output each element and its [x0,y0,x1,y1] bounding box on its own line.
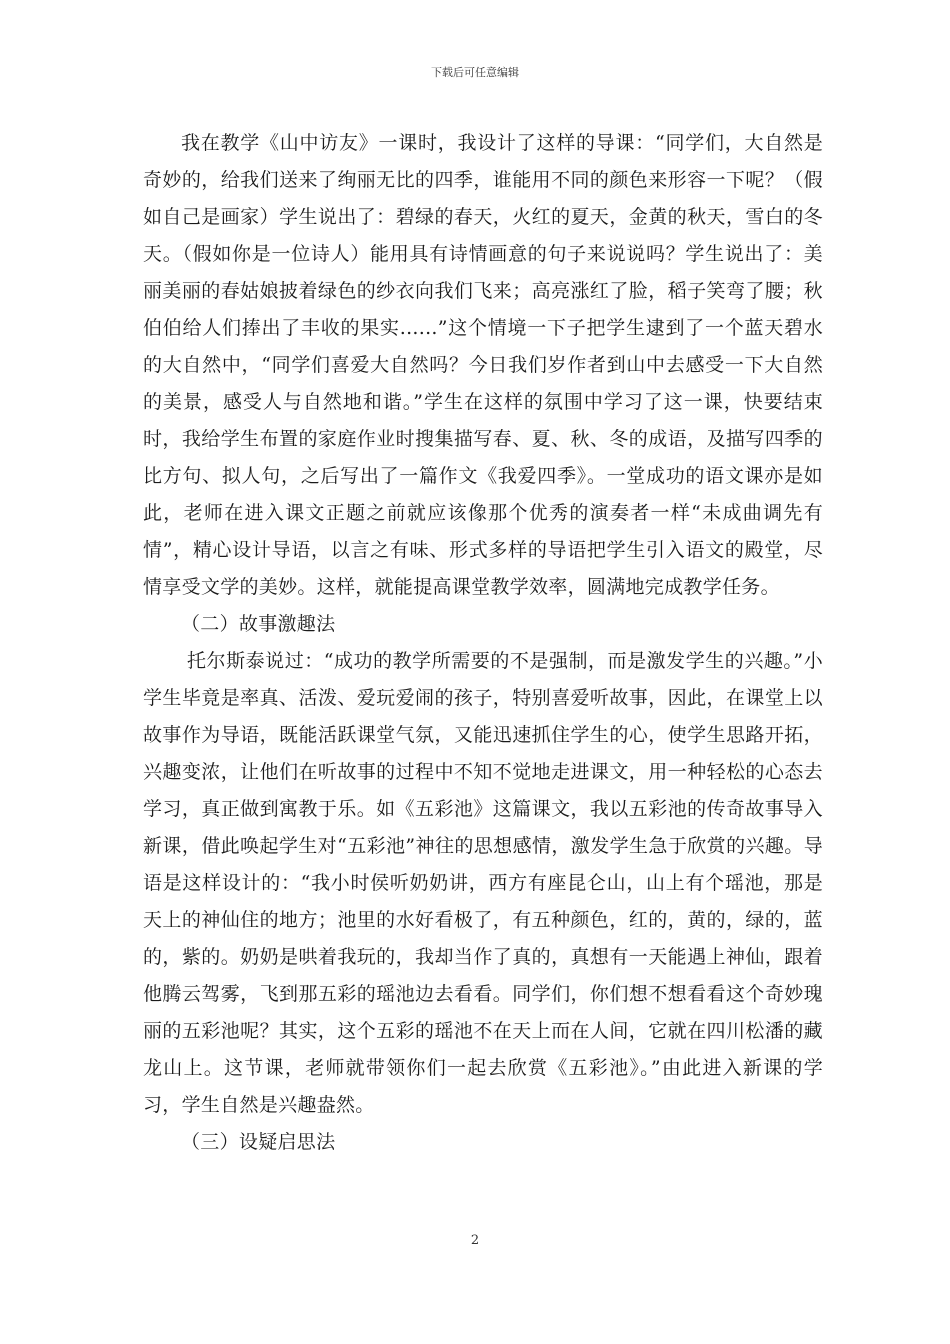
document-body [143,125,823,1161]
section-heading-story: （二）故事激趣法 [181,613,336,635]
page-number: 2 [470,1233,480,1248]
section-heading-questioning: （三）设疑启思法 [181,1131,336,1153]
page-header: 下载后可任意编辑 [431,66,519,79]
paragraph-mountain-visit: 我在教学《山中访友》一课时，我设计了这样的导课：“同学们，大自然是奇妙的，给我们送来了绚丽无比的四季，谁能用不同的颜色来形容一下呢？（假如自己是画家）学生说出了：碧绿的春天，火红的夏天，金黄的秋天，雪白的冬天。（假如你是一位诗人）能用具有诗情画意的句子来说说吗？学生说出了：美丽美丽的春姑娘披着绿色的纱衣向我们飞来；高亮涨红了脸，稻子笑弯了腰；秋伯伯给人们捧出了丰收的果实......”这个情境一下子把学生逮到了一个蓝天碧水的大自然中，“同学们喜爱大自然吗？今日我们岁作者到山中去感受一下大自然的美景，感受人与自然地和谐。”学生在这样的氛围中学习了这一课，快要结束时，我给学生布置的家庭作业时搜集描写春、夏、秋、冬的成语，及描写四季的比方句、拟人句，之后写出了一篇作文《我爱四季》。一堂成功的语文课亦是如此，老师在进入课文正题之前就应该像那个优秀的演奏者一样“未成曲调先有情”，精心设计导语，以言之有味、形式多样的导语把学生引入语文的殿堂，尽情享受文学的美妙。这样，就能提高课堂教学效率，圆满地完成教学任务。 [143,132,823,598]
paragraph-story-method: 托尔斯泰说过：“成功的教学所需要的不是强制，而是激发学生的兴趣。”小学生毕竟是率真、活泼、爱玩爱闹的孩子，特别喜爱听故事，因此，在课堂上以故事作为导语，既能活跃课堂气氛，又能迅速抓住学生的心，使学生思路开拓，兴趣变浓，让他们在听故事的过程中不知不觉地走进课文，用一种轻松的心态去学习，真正做到寓教于乐。如《五彩池》这篇课文，我以五彩池的传奇故事导入新课，借此唤起学生对“五彩池”神往的思想感情，激发学生急于欣赏的兴趣。导语是这样设计的：“我小时侯听奶奶讲，西方有座昆仑山，山上有个瑶池，那是天上的神仙住的地方；池里的水好看极了，有五种颜色，红的，黄的，绿的，蓝的，紫的。奶奶是哄着我玩的，我却当作了真的，真想有一天能遇上神仙，跟着他腾云驾雾，飞到那五彩的瑶池边去看看。同学们，你们想不想看看这个奇妙瑰丽的五彩池呢？其实，这个五彩的瑶池不在天上而在人间，它就在四川松潘的藏龙山上。这节课，老师就带领你们一起去欣赏《五彩池》。”由此进入新课的学习，学生自然是兴趣盎然。 [143,650,823,1116]
